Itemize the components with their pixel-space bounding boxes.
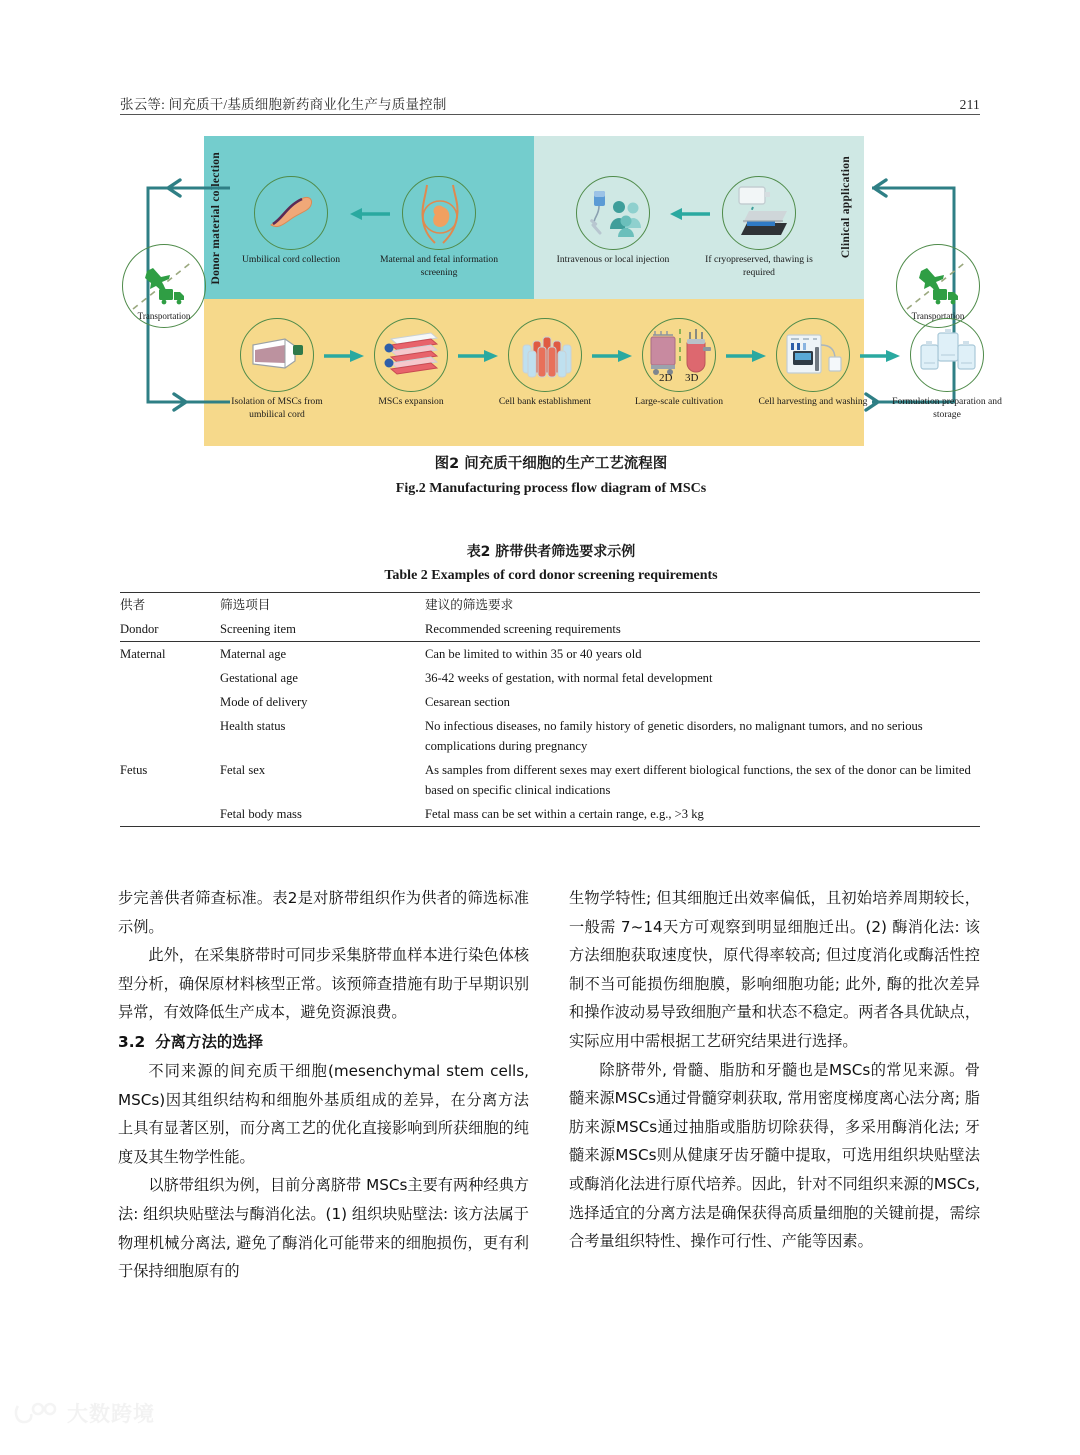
figure-caption-cn: 图2 间充质干细胞的生产工艺流程图	[434, 456, 668, 472]
truck-icon	[933, 289, 958, 304]
transportation-label-right: Transportation	[911, 311, 965, 321]
transportation-node-right	[896, 244, 980, 328]
figure-node-mscs-expansion	[374, 318, 448, 407]
truck-icon	[159, 289, 184, 304]
table-header-row-cn	[120, 593, 980, 617]
transportation-label-left: Transportation	[137, 311, 191, 321]
figure-node-umbilical-cord-collection	[241, 176, 341, 265]
table-header-cn-item: 筛选项目	[220, 598, 271, 612]
table-cell-requirement: Fetal mass can be set within a certain range, e.g., >3 kg	[425, 807, 704, 821]
figure-2	[118, 136, 1002, 446]
arrow-bottom-1	[324, 348, 366, 358]
table-2-grid	[120, 593, 980, 641]
figure-node-thawing	[705, 176, 813, 278]
table-cell-requirement: As samples from different sexes may exert different biological functions, the sex of the donor can be limited based on specific clinical indications	[425, 763, 971, 797]
table-cell-item: Gestational age	[220, 671, 298, 685]
airplane-icon	[919, 268, 944, 292]
figure-label-donor-material-collection: Donor material collection	[210, 152, 222, 285]
table-header-en-donor: Dondor	[120, 622, 159, 636]
figure-node-large-scale-cultivation	[635, 318, 723, 407]
paragraph-left-1: 步完善供者筛查标准。表2是对脐带组织作为供者的筛选标准示例。	[118, 889, 529, 936]
table-cell-item: Fetal body mass	[220, 807, 302, 821]
table-header-cn-donor: 供者	[120, 598, 146, 612]
table-cell-requirement: No infectious diseases, no family history of genetic disorders, no malignant tumors, and no serious complications during pregnancy	[425, 719, 923, 753]
body-column-left	[118, 884, 529, 1286]
figure-node-label: If cryopreserved, thawing is required	[705, 254, 813, 278]
figure-node-label: Cell harvesting and washing	[758, 396, 868, 407]
table-cell-item: Mode of delivery	[220, 695, 308, 709]
section-title: 分离方法的选择	[155, 1032, 264, 1051]
paragraph-right-1: 生物学特性; 但其细胞迁出效率偏低，且初始培养周期较长，一般需 7~14天方可观察到明显细胞迁出。(2) 酶消化法: 该方法细胞获取速度快，原代得率较高; 但过度消化或酶活性控制不当可能损伤细胞膜，影响细胞功能; 此外, 酶的批次差异和操作波动易导致细胞产量和状态不稳定。两者各具优缺点，实际应用中需根据工艺研究结果进行选择。	[569, 889, 980, 1050]
tissue-flask-icon	[240, 318, 314, 392]
table-cell-item: Maternal age	[220, 647, 287, 661]
arrow-top-1	[346, 206, 392, 216]
table-caption-cn: 表2 脐带供者筛选要求示例	[466, 544, 636, 560]
figure-caption	[118, 452, 984, 497]
table-cell-donor	[120, 802, 220, 826]
table-cell-donor	[120, 690, 220, 714]
cryobags-icon	[910, 318, 984, 392]
figure-node-label: Intravenous or local injection	[556, 254, 670, 265]
figure-label-clinical-application: Clinical application	[840, 156, 852, 259]
bioreactor-icon	[642, 318, 716, 392]
table-row	[120, 690, 980, 714]
iv-injection-icon	[576, 176, 650, 250]
figure-node-cell-bank	[498, 318, 592, 407]
table-row	[120, 802, 980, 826]
table-header-cn-requirements: 建议的筛选要求	[425, 598, 514, 612]
figure-node-label-line1: Maternal and fetal information screening	[379, 254, 498, 278]
running-head-title: 张云等: 间充质干/基质细胞新药商业化生产与质量控制	[120, 97, 447, 112]
table-cell-requirement: Can be limited to within 35 or 40 years old	[425, 647, 642, 661]
figure-node-label: Large-scale cultivation	[635, 396, 723, 407]
paragraph-left-4: 以脐带组织为例，目前分离脐带 MSCs主要有两种经典方法: 组织块贴壁法与酶消化法。(1) 组织块贴壁法: 该方法属于物理机械分离法, 避免了酶消化可能带来的细胞损伤，更有利于保持细胞原有的	[118, 1176, 529, 1281]
figure-node-label: MSCs expansion	[378, 396, 444, 407]
cultivation-3d-label: 3D	[685, 372, 699, 384]
section-number: 3.2	[118, 1032, 146, 1051]
figure-node-label: Isolation of MSCs from umbilical cord	[231, 396, 323, 420]
section-heading-3-2	[118, 1027, 529, 1057]
running-head	[120, 93, 980, 113]
airplane-icon	[145, 268, 170, 292]
table-cell-requirement: 36-42 weeks of gestation, with normal fetal development	[425, 671, 713, 685]
figure-caption-en: Fig.2 Manufacturing process flow diagram of MSCs	[395, 481, 707, 496]
figure-node-maternal-fetal-screening	[379, 176, 498, 278]
figure-node-label: Cell bank establishment	[498, 396, 592, 407]
figure-node-formulation-storage	[892, 318, 1002, 420]
cryovials-icon	[508, 318, 582, 392]
watermark-logo-icon	[14, 1400, 58, 1426]
transportation-node-left	[122, 244, 206, 328]
figure-node-isolation-of-mscs	[231, 318, 323, 420]
table-cell-donor: Fetus	[120, 763, 148, 777]
umbilical-cord-icon	[254, 176, 328, 250]
table-2-body	[120, 642, 980, 826]
figure-node-cell-harvesting	[758, 318, 868, 407]
watermark	[14, 1398, 155, 1428]
cell-stack-icon	[374, 318, 448, 392]
arrow-top-2	[666, 206, 712, 216]
arrow-bottom-4	[726, 348, 768, 358]
figure-node-intravenous-injection	[556, 176, 670, 265]
table-cell-requirement: Cesarean section	[425, 695, 510, 709]
thawing-device-icon	[722, 176, 796, 250]
table-header-en-item: Screening item	[220, 622, 296, 636]
table-row	[120, 758, 980, 802]
paragraph-left-2: 此外，在采集脐带时可同步采集脐带血样本进行染色体核型分析，确保原材料核型正常。该预筛查措施有助于早期识别异常，有效降低生产成本，避免资源浪费。	[118, 946, 529, 1022]
table-cell-donor	[120, 714, 220, 758]
table-row	[120, 714, 980, 758]
figure-node-label: Umbilical cord collection	[241, 254, 341, 265]
pregnancy-icon	[402, 176, 476, 250]
arrow-bottom-2	[458, 348, 500, 358]
table-cell-item: Fetal sex	[220, 763, 266, 777]
table-row	[120, 666, 980, 690]
cultivation-2d-label: 2D	[659, 372, 673, 384]
table-cell-donor	[120, 666, 220, 690]
arrow-bottom-3	[592, 348, 634, 358]
table-caption-en: Table 2 Examples of cord donor screening requirements	[384, 568, 718, 583]
body-column-right	[569, 884, 980, 1256]
figure-node-label: Formulation preparation and storage	[892, 396, 1002, 420]
harvesting-machine-icon	[776, 318, 850, 392]
arrow-bottom-5	[860, 348, 902, 358]
paragraph-right-2: 除脐带外, 骨髓、脂肪和牙髓也是MSCs的常见来源。骨髓来源MSCs通过骨髓穿刺获取, 常用密度梯度离心法分离; 脂肪来源MSCs通过抽脂或脂肪切除获得，多采用酶消化法; 牙髓来源MSCs则从健康牙齿牙髓中提取，可选用组织块贴壁法或酶消化法进行原代培养。因此，针对不同组织来源的MSCs, 选择适宜的分离方法是确保获得高质量细胞的关键前提，需综合考量组织特性、操作可行性、产能等因素。	[569, 1060, 980, 1251]
page-number: 211	[959, 97, 980, 112]
watermark-text: 大数跨境	[67, 1402, 155, 1426]
table-header-en-requirements: Recommended screening requirements	[425, 622, 621, 636]
table-caption	[118, 541, 984, 584]
table-cell-item: Health status	[220, 719, 286, 733]
header-rule	[120, 114, 980, 115]
paragraph-left-3: 不同来源的间充质干细胞(mesenchymal stem cells, MSCs)因其组织结构和细胞外基质组成的差异，在分离方法上具有显著区别，而分离工艺的优化直接影响到所获细胞的纯度及其生物学性能。	[118, 1061, 529, 1166]
table-header-row-en	[120, 617, 980, 641]
table-rule-bottom	[120, 826, 980, 827]
table-row	[120, 642, 980, 666]
table-cell-donor: Maternal	[120, 647, 166, 661]
table-2	[120, 592, 980, 827]
figure-node-label	[378, 254, 500, 279]
